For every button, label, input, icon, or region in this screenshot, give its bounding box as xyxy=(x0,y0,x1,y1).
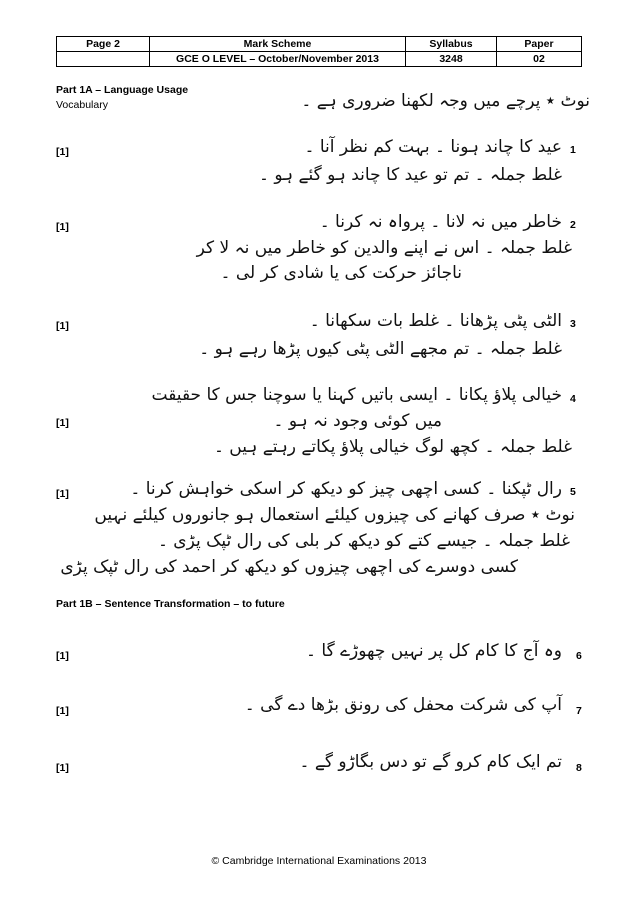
q5-marks: [1] xyxy=(56,488,69,500)
q1-answer-line: عید کا چاند ہونا ۔ بہت کم نظر آنا ۔ xyxy=(304,137,562,157)
q8-marks: [1] xyxy=(56,762,69,774)
copyright-footer: © Cambridge International Examinations 2013 xyxy=(211,855,427,867)
syllabus-code: 3248 xyxy=(406,52,497,67)
q5-number: 5 xyxy=(570,486,576,498)
q4-answer-line: خیالی پلاؤ پکانا ۔ ایسی باتیں کہنا یا سوچنا جس کا حقیقت xyxy=(151,385,562,405)
q2-answer-line: خاطر میں نہ لانا ۔ پرواہ نہ کرنا ۔ xyxy=(319,212,562,232)
q6-answer: وہ آج کا کام کل پر نہیں چھوڑے گا ۔ xyxy=(306,641,562,661)
q3-sentence-line: غلط جملہ ۔ تم مجھے الٹی پٹی کیوں پڑھا رہے ہو ۔ xyxy=(199,339,562,359)
part-1a-title: Part 1A – Language Usage xyxy=(56,84,189,96)
part-1b-title: Part 1B – Sentence Transformation – to future xyxy=(56,598,285,610)
q1-marks: [1] xyxy=(56,146,69,158)
q5-answer-line: رال ٹپکنا ۔ کسی اچھی چیز کو دیکھ کر اسکی خواہش کرنا ۔ xyxy=(130,479,562,499)
page-label: Page 2 xyxy=(57,37,150,52)
mark-scheme-label: Mark Scheme xyxy=(150,37,406,52)
header-blank-cell xyxy=(57,52,150,67)
q7-answer: آپ کی شرکت محفل کی رونق بڑھا دے گی ۔ xyxy=(244,695,562,715)
syllabus-label: Syllabus xyxy=(406,37,497,52)
q5-sentence-line-2: کسی دوسرے کی اچھی چیزوں کو دیکھ کر احمد کی رال ٹپک پڑی xyxy=(60,557,518,577)
q3-marks: [1] xyxy=(56,320,69,332)
q2-marks: [1] xyxy=(56,221,69,233)
q7-number: 7 xyxy=(576,705,582,717)
q6-marks: [1] xyxy=(56,650,69,662)
q4-answer-line-2: میں کوئی وجود نہ ہو ۔ xyxy=(273,411,442,431)
header-table xyxy=(56,36,582,67)
q3-answer-line: الٹی پٹی پڑھانا ۔ غلط بات سکھانا ۔ xyxy=(309,311,562,331)
q2-sentence-line: غلط جملہ ۔ اس نے اپنے والدین کو خاطر میں نہ لا کر xyxy=(196,238,572,258)
paper-label: Paper xyxy=(497,37,582,52)
q7-marks: [1] xyxy=(56,705,69,717)
q1-number: 1 xyxy=(570,144,576,156)
q4-marks: [1] xyxy=(56,417,69,429)
q5-sentence-line: غلط جملہ ۔ جیسے کتے کو دیکھ کر بلی کی رال ٹپک پڑی ۔ xyxy=(157,531,570,551)
vocabulary-note: نوٹ ٭ پرچے میں وجہ لکھنا ضروری ہے ۔ xyxy=(301,91,590,111)
q3-number: 3 xyxy=(570,318,576,330)
q6-number: 6 xyxy=(576,650,582,662)
q1-sentence-line: غلط جملہ ۔ تم تو عید کا چاند ہو گئے ہو ۔ xyxy=(259,165,562,185)
q5-note-line: نوٹ ٭ صرف کھانے کی چیزوں کیلئے استعمال ہو جانوروں کیلئے نہیں xyxy=(94,505,575,525)
q8-answer: تم ایک کام کرو گے تو دس بگاڑو گے ۔ xyxy=(299,752,562,772)
part-1a-subtitle: Vocabulary xyxy=(56,99,108,111)
q4-number: 4 xyxy=(570,393,576,405)
paper-code: 02 xyxy=(497,52,582,67)
q2-number: 2 xyxy=(570,219,576,231)
q4-sentence-line: غلط جملہ ۔ کچھ لوگ خیالی پلاؤ پکاتے رہتے ہیں ۔ xyxy=(213,437,572,457)
q8-number: 8 xyxy=(576,762,582,774)
exam-title: GCE O LEVEL – October/November 2013 xyxy=(150,52,406,67)
q2-sentence-line-2: ناجائز حرکت کی یا شادی کر لی ۔ xyxy=(220,263,462,283)
